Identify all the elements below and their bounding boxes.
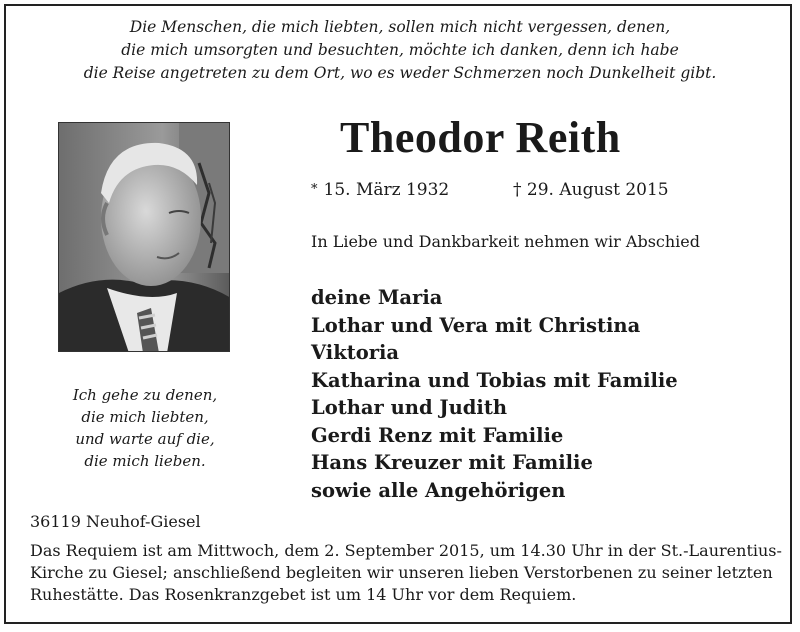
poem-line: Ich gehe zu denen, — [72, 386, 218, 404]
deceased-name: Theodor Reith — [340, 113, 621, 162]
service-line: Das Requiem ist am Mittwoch, dem 2. September 2015, um 14.30 Uhr in der St.-Laurentius- — [30, 541, 782, 560]
birth-date: 15. März 1932 — [323, 180, 450, 200]
poem-line: die mich liebten, — [81, 408, 209, 426]
location-text: 36119 Neuhof-Giesel — [30, 512, 201, 531]
farewell-text: In Liebe und Dankbarkeit nehmen wir Abschied — [311, 232, 701, 251]
poem — [60, 384, 230, 472]
death-date-line — [513, 180, 669, 200]
mourner-item: Katharina und Tobias mit Familie — [311, 368, 678, 392]
service-line: Ruhestätte. Das Rosenkranzgebet ist um 14 Uhr vor dem Requiem. — [30, 585, 577, 604]
mourner-item: Hans Kreuzer mit Familie — [311, 451, 593, 474]
death-symbol: † — [513, 180, 522, 200]
death-date: 29. August 2015 — [526, 180, 669, 200]
poem-line: und warte auf die, — [75, 430, 215, 448]
mourner-item: deine Maria — [311, 286, 443, 309]
verse-line: die Reise angetreten zu dem Ort, wo es weder Schmerzen noch Dunkelheit gibt. — [83, 64, 717, 82]
mourner-item: Lothar und Judith — [311, 396, 508, 419]
mourners-list — [311, 284, 678, 504]
verse-line: Die Menschen, die mich liebten, sollen mich nicht vergessen, denen, — [129, 18, 671, 36]
birth-symbol: * — [311, 182, 318, 197]
service-announcement — [30, 540, 782, 606]
portrait-image — [59, 123, 230, 352]
birth-date-line — [311, 180, 449, 200]
mourner-item: Gerdi Renz mit Familie — [311, 423, 564, 447]
verse-line: die mich umsorgten und besuchten, möchte ich danken, denn ich habe — [121, 41, 679, 59]
mourner-item: Lothar und Vera mit Christina — [311, 313, 641, 337]
memorial-verse — [0, 16, 800, 85]
mourner-item: Viktoria — [311, 341, 400, 364]
portrait-photo — [58, 122, 230, 352]
mourner-item: sowie alle Angehörigen — [311, 478, 566, 502]
service-line: Kirche zu Giesel; anschließend begleiten wir unseren lieben Verstorbenen zu seiner letzten — [30, 563, 773, 582]
poem-line: die mich lieben. — [84, 452, 206, 470]
